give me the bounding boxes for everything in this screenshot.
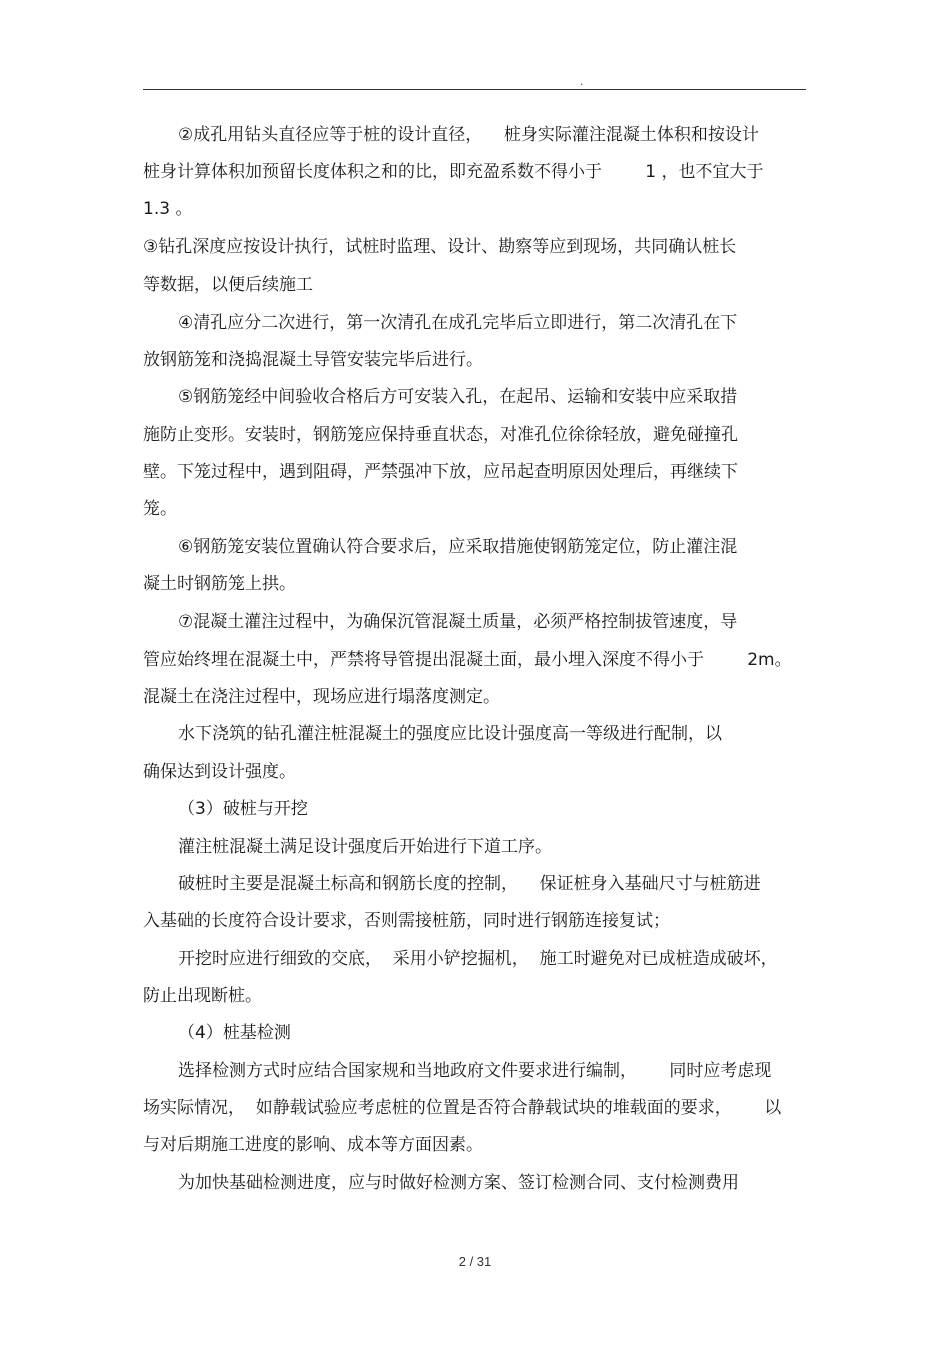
text-line: 放钢筋笼和浇捣混凝土导管安装完毕后进行。 — [143, 350, 483, 370]
text-line: 选择检测方式时应结合国家规和当地政府文件要求进行编制， 同时应考虑现 — [178, 1061, 772, 1081]
text-line: 管应始终埋在混凝土中，严禁将导管提出混凝土面，最小埋入深度不得小于 2m。 — [143, 650, 792, 670]
text-line: 开挖时应进行细致的交底， 采用小铲挖掘机， 施工时避免对已成桩造成破坏， — [178, 949, 778, 969]
text-line: 防止出现断桩。 — [143, 986, 262, 1006]
text-line: 混凝土在浇注过程中，现场应进行塌落度测定。 — [143, 687, 500, 707]
text-line: 笼。 — [143, 499, 177, 519]
header-rule — [143, 89, 806, 90]
text-line: 水下浇筑的钻孔灌注桩混凝土的强度应比设计强度高一等级进行配制，以 — [178, 724, 722, 744]
text-line: 确保达到设计强度。 — [143, 762, 296, 782]
page-number: 2 / 31 — [458, 1254, 492, 1269]
text-line: 入基础的长度符合设计要求，否则需接桩筋，同时进行钢筋连接复试； — [143, 911, 670, 931]
header-mark: . — [580, 74, 584, 88]
text-line: 与对后期施工进度的影响、成本等方面因素。 — [143, 1135, 483, 1155]
text-line: 破桩时主要是混凝土标高和钢筋长度的控制， 保证桩身入基础尺寸与桩筋进 — [178, 874, 761, 894]
text-line: 场实际情况， 如静载试验应考虑桩的位置是否符合静载试块的堆载面的要求， 以 — [143, 1098, 782, 1118]
text-line: 1.3 。 — [143, 199, 193, 219]
text-line: 等数据，以便后续施工 — [143, 275, 313, 295]
text-line: ⑦混凝土灌注过程中，为确保沉管混凝土质量，必须严格控制拔管速度，导 — [178, 612, 738, 632]
text-line: ⑥钢筋笼安装位置确认符合要求后，应采取措施使钢筋笼定位，防止灌注混 — [178, 537, 738, 557]
section-heading: （4）桩基检测 — [178, 1023, 291, 1043]
text-line: ④清孔应分二次进行，第一次清孔在成孔完毕后立即进行，第二次清孔在下 — [178, 313, 738, 333]
text-line: 桩身计算体积加预留长度体积之和的比，即充盈系数不得小于 1 ，也不宜大于 — [143, 162, 764, 182]
text-line: ⑤钢筋笼经中间验收合格后方可安装入孔，在起吊、运输和安装中应采取措 — [178, 387, 738, 407]
text-line: 灌注桩混凝土满足设计强度后开始进行下道工序。 — [178, 837, 552, 857]
section-heading: （3）破桩与开挖 — [178, 799, 308, 819]
text-line: ②成孔用钻头直径应等于桩的设计直径， 桩身实际灌注混凝土体积和按设计 — [178, 125, 759, 145]
text-line: 壁。下笼过程中，遇到阻碍，严禁强冲下放，应吊起查明原因处理后，再继续下 — [143, 462, 738, 482]
text-line: 施防止变形。安装时，钢筋笼应保持垂直状态，对准孔位徐徐轻放，避免碰撞孔 — [143, 425, 738, 445]
text-line: 为加快基础检测进度，应与时做好检测方案、签订检测合同、支付检测费用 — [178, 1173, 739, 1193]
text-line: ③钻孔深度应按设计执行，试桩时监理、设计、勘察等应到现场，共同确认桩长 — [143, 237, 737, 257]
text-line: 凝土时钢筋笼上拱。 — [143, 574, 296, 594]
